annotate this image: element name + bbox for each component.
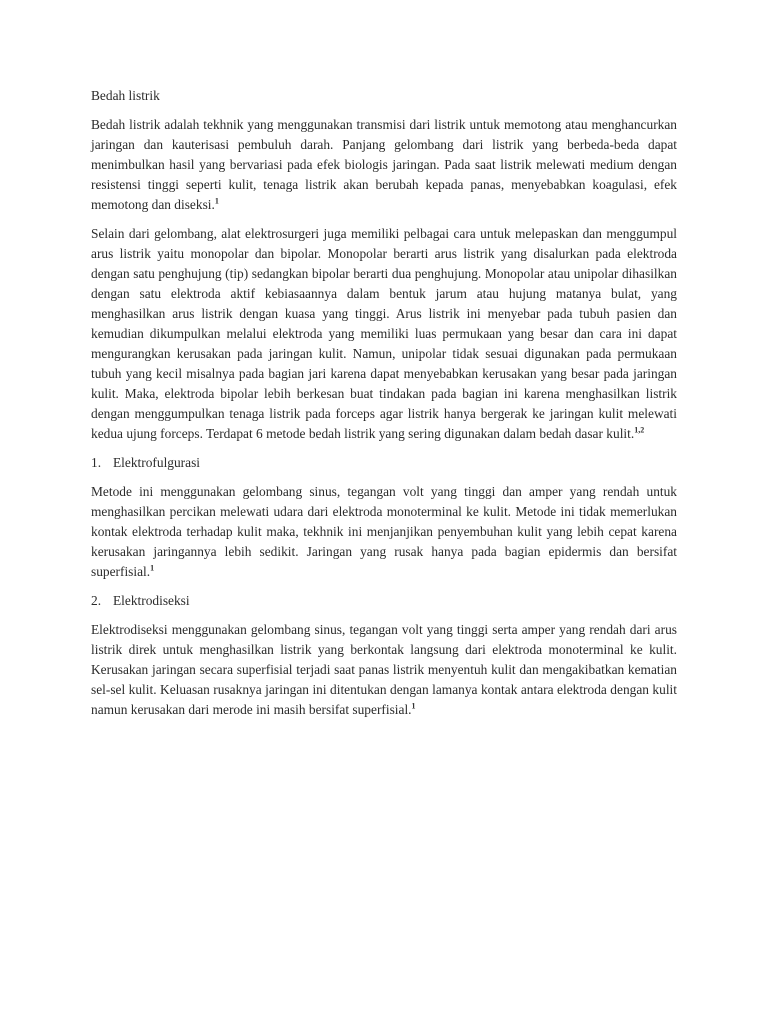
- section-heading-text: Elektrodiseksi: [113, 593, 190, 608]
- section-heading-elektrodiseksi: [91, 591, 677, 611]
- citation-mark: 1,2: [634, 425, 645, 435]
- citation-mark: 1: [411, 701, 416, 711]
- paragraph-text: Bedah listrik adalah tekhnik yang menggunakan transmisi dari listrik untuk memotong atau menghancurkan jaringan dan kauterisasi pembuluh darah. Panjang gelombang dari listrik yang berbeda-beda dapat menimbulkan hasil yang bervariasi pada efek biologis jaringan. Pada saat listrik melewati medium dengan resistensi tinggi seperti kulit, tenaga listrik akan berubah kepada panas, menyebabkan koagulasi, efek memotong dan diseksi.: [91, 117, 677, 212]
- paragraph-elektrodiseksi: [91, 620, 677, 720]
- paragraph-text: Metode ini menggunakan gelombang sinus, tegangan volt yang tinggi dan amper yang rendah untuk menghasilkan percikan melewati udara dari elektroda monoterminal ke kulit. Metode ini tidak memerlukan kontak elektroda terhadap kulit maka, tekhnik ini menjanjikan penyembuhan kulit yang lebih cepat karena kerusakan jaringannya lebih sedikit. Jaringan yang rusak hanya pada bagian epidermis dan bersifat superfisial.: [91, 484, 677, 579]
- paragraph-intro: [91, 115, 677, 215]
- paragraph-text: Elektrodiseksi menggunakan gelombang sinus, tegangan volt yang tinggi serta amper yang rendah dari arus listrik direk untuk menghasilkan listrik yang berkontak langsung dari elektroda monoterminal ke kulit. Kerusakan jaringan secara superfisial terjadi saat panas listrik menyentuh kulit dan mengakibatkan kematian sel-sel kulit. Keluasan rusaknya jaringan ini ditentukan dengan lamanya kontak antara elektroda dengan kulit namun kerusakan dari merode ini masih bersifat superfisial.: [91, 622, 677, 717]
- citation-mark: 1: [150, 563, 155, 573]
- citation-mark: 1: [214, 196, 219, 206]
- list-number: 2.: [91, 593, 102, 608]
- document-page: [91, 86, 677, 729]
- paragraph-methods: [91, 224, 677, 444]
- section-heading-elektrofulgurasi: [91, 453, 677, 473]
- paragraph-elektrofulgurasi: [91, 482, 677, 582]
- document-title: Bedah listrik: [91, 88, 160, 103]
- paragraph-text: Selain dari gelombang, alat elektrosurgeri juga memiliki pelbagai cara untuk melepaskan dan menggumpul arus listrik yaitu monopolar dan bipolar. Monopolar berarti arus listrik yang disalurkan pada elektroda dengan satu penghujung (tip) sedangkan bipolar berarti dua penghujung. Monopolar atau unipolar dihasilkan dengan satu elektroda aktif kebiasaannya dalam bentuk jarum atau hujung matanya bulat, yang menghasilkan arus listrik dengan kuasa yang tinggi. Arus listrik ini menyebar pada tubuh pasien dan kemudian dikumpulkan melalui elektroda yang memiliki luas permukaan yang besar dan cara ini dapat mengurangkan kerusakan pada jaringan kulit. Namun, unipolar tidak sesuai digunakan pada permukaan tubuh yang kecil misalnya pada bagian jari karena dapat menyebabkan kerusakan yang besar pada jaringan kulit. Maka, elektroda bipolar lebih berkesan buat tindakan pada bagian ini karena menghasilkan listrik dengan menggumpulkan tenaga listrik pada forceps agar listrik hanya bergerak ke jaringan kulit melewati kedua ujung forceps. Terdapat 6 metode bedah listrik yang sering digunakan dalam bedah dasar kulit.: [91, 226, 677, 441]
- section-heading-text: Elektrofulgurasi: [113, 455, 201, 470]
- list-number: 1.: [91, 455, 102, 470]
